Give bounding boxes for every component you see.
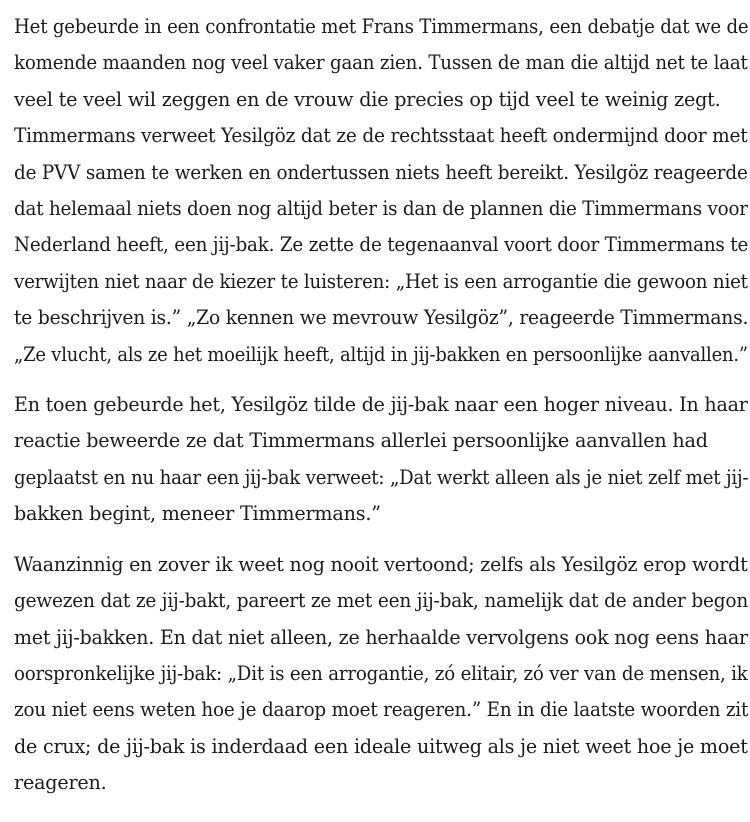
text-line: veel te veel wil zeggen en de vrouw die precies op tijd veel te weinig zegt. [14,87,721,111]
text-line: bakken begint, meneer Timmermans.” [14,502,381,526]
text-line: „Ze vlucht, als ze het moeilijk heeft, altijd in jij-bakken en persoonlijke aanvallen.” [14,342,748,366]
text-line: komende maanden nog veel vaker gaan zien. Tussen de man die altijd net te laat [14,51,748,75]
text-line: de crux; de jij-bak is inderdaad een ideale uitweg als je niet weet hoe je moet [14,734,748,758]
paragraph-3 [14,547,750,802]
text-line: Waanzinnig en zover ik weet nog nooit vertoond; zelfs als Yesilgöz erop wordt [14,552,748,576]
text-line: te beschrijven is.” „Zo kennen we mevrouw Yesilgöz”, reageerde Timmermans. [14,306,749,330]
text-line: de PVV samen te werken en ondertussen niets heeft bereikt. Yesilgöz reageerde [14,160,748,184]
text-line: Timmermans verweet Yesilgöz dat ze de rechtsstaat heeft ondermijnd door met [14,124,748,148]
text-line: reactie beweerde ze dat Timmermans allerlei persoonlijke aanvallen had [14,429,708,453]
text-line: met jij-bakken. En dat niet alleen, ze herhaalde vervolgens ook nog eens haar [14,625,748,649]
text-line: dat helemaal niets doen nog altijd beter is dan de plannen die Timmermans voor [14,197,748,221]
text-line: zou niet eens weten hoe je daarop moet reageren.” En in die laatste woorden zit [14,698,749,722]
paragraph-1 [14,9,750,373]
text-line: verwijten niet naar de kiezer te luisteren: „Het is een arrogantie die gewoon niet [14,269,748,293]
text-line: Nederland heeft, een jij-bak. Ze zette de tegenaanval voort door Timmermans te [14,233,749,257]
text-line: gewezen dat ze jij-bakt, pareert ze met een jij-bak, namelijk dat de ander begon [14,589,749,613]
text-line: oorspronkelijke jij-bak: „Dit is een arrogantie, zó elitair, zó ver van de mensen, ik [14,661,748,685]
text-line: Het gebeurde in een confrontatie met Frans Timmermans, een debatje dat we de [14,15,749,38]
text-line: reageren. [14,771,107,795]
paragraph-2 [14,387,750,533]
text-line: geplaatst en nu haar een jij-bak verweet: „Dat werkt alleen als je niet zelf met jij- [14,465,749,489]
text-line: En toen gebeurde het, Yesilgöz tilde de jij-bak naar een hoger niveau. In haar [14,393,748,417]
